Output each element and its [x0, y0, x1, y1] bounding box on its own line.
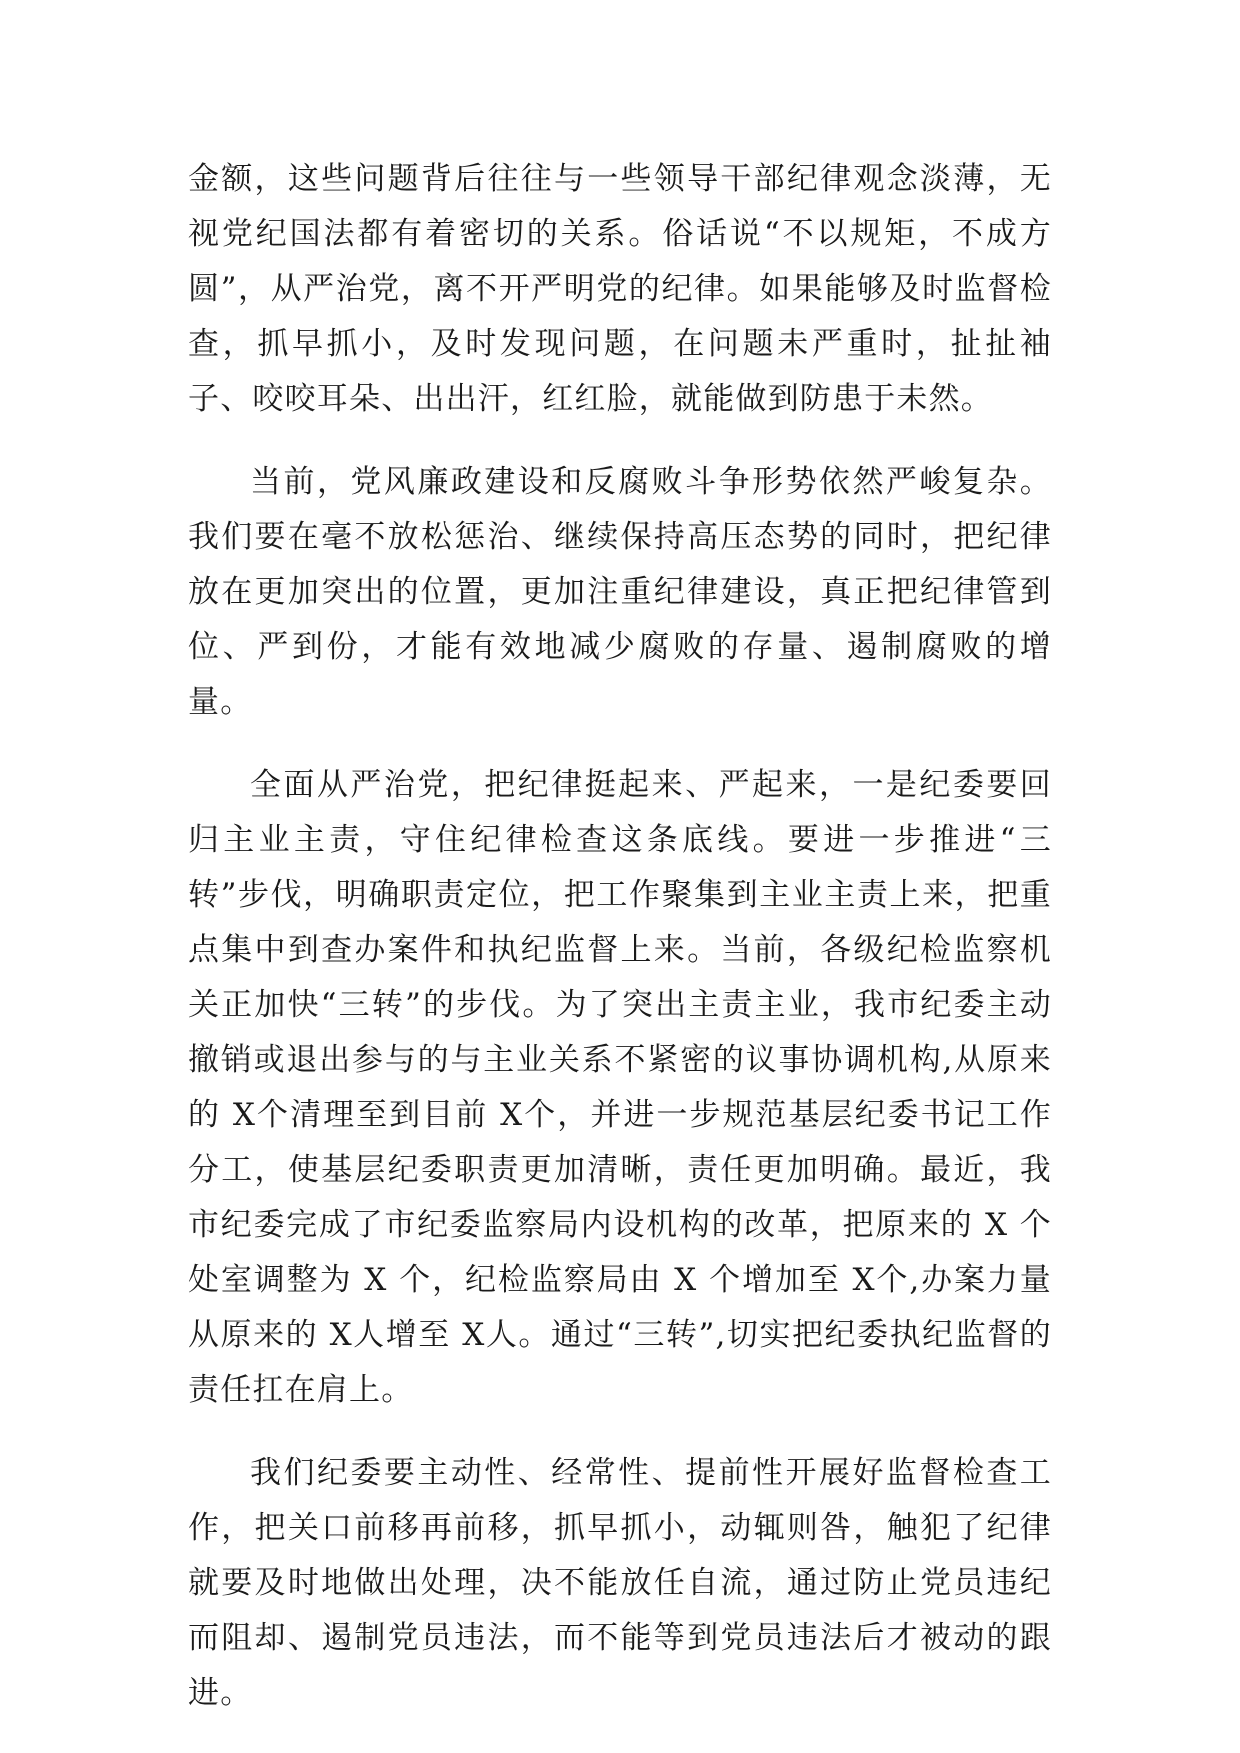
document-body — [188, 152, 1052, 1721]
paragraph-2: 当前，党风廉政建设和反腐败斗争形势依然严峻复杂。我们要在毫不放松惩治、继续保持高压态势的同时，把纪律放在更加突出的位置，更加注重纪律建设，真正把纪律管到位、严到份，才能有效地减少腐败的存量、遏制腐败的增量。 — [188, 464, 1052, 720]
paragraph-1: 金额，这些问题背后往往与一些领导干部纪律观念淡薄，无视党纪国法都有着密切的关系。俗话说“不以规矩，不成方圆”，从严治党，离不开严明党的纪律。如果能够及时监督检查，抓早抓小，及时发现问题，在问题未严重时，扯扯袖子、咬咬耳朵、出出汗，红红脸，就能做到防患于未然。 — [188, 161, 1052, 417]
paragraph-4: 我们纪委要主动性、经常性、提前性开展好监督检查工作，把关口前移再前移，抓早抓小，动辄则咎，触犯了纪律就要及时地做出处理，决不能放任自流，通过防止党员违纪而阻却、遏制党员违法，而不能等到党员违法后才被动的跟进。 — [188, 1455, 1052, 1711]
paragraph-3: 全面从严治党，把纪律挺起来、严起来，一是纪委要回归主业主责，守住纪律检查这条底线。要进一步推进“三转”步伐，明确职责定位，把工作聚集到主业主责上来，把重点集中到查办案件和执纪监督上来。当前，各级纪检监察机关正加快“三转”的步伐。为了突出主责主业，我市纪委主动撤销或退出参与的与主业关系不紧密的议事协调机构,从原来的 X个清理至到目前 X个，并进一步规范基层纪委书记工作分工，使基层纪委职责更加清晰，责任更加明确。最近，我市纪委完成了市纪委监察局内设机构的改革，把原来的 X 个处室调整为 X 个，纪检监察局由 X 个增加至 X个,办案力量从原来的 X人增至 X人。通过“三转”,切实把纪委执纪监督的责任扛在肩上。 — [188, 767, 1052, 1408]
